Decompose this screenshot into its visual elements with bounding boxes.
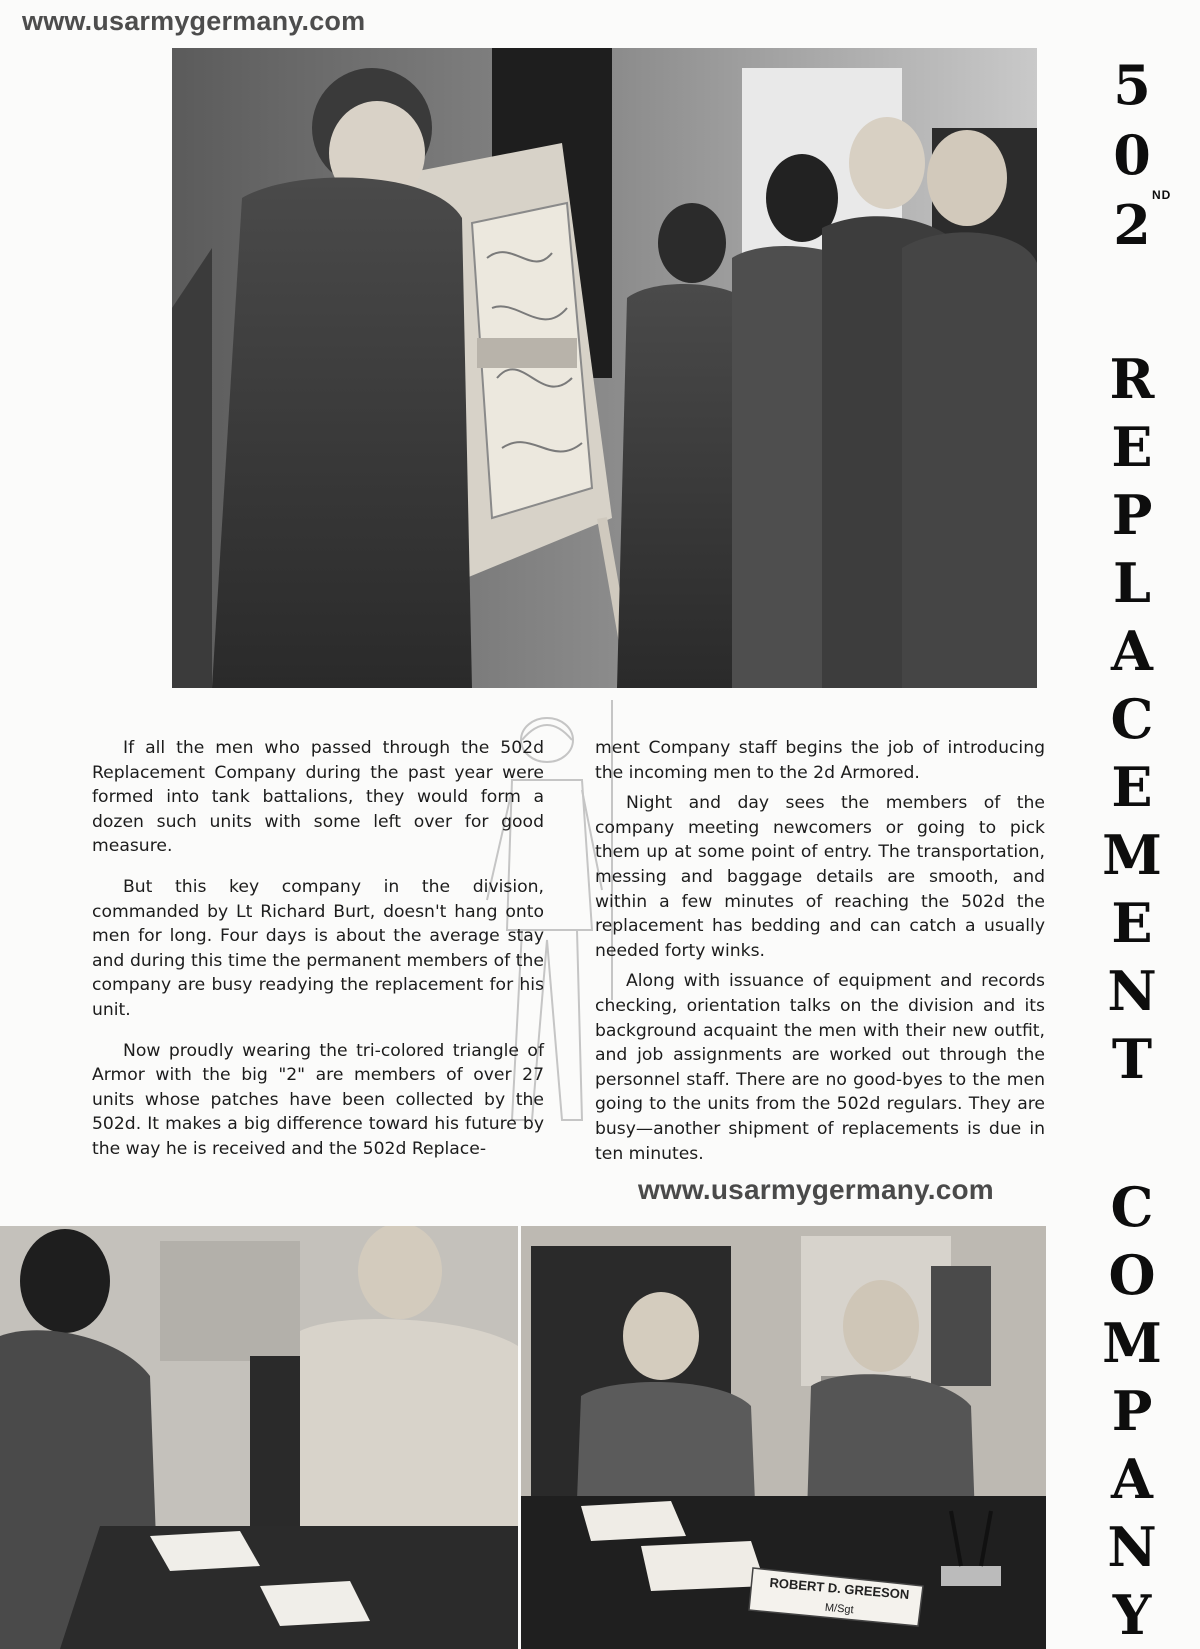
site-url-mid: www.usarmygermany.com	[638, 1174, 994, 1205]
title-letter: N	[1107, 959, 1157, 1023]
nameplate-name: ROBERT D. GREESON	[768, 1574, 910, 1603]
title-letter: L	[1113, 551, 1151, 615]
title-letter: A	[1111, 1447, 1153, 1511]
article-paragraph: Night and day sees the members of the company meeting newcomers or going to pick them up at some point of entry. The transportation, messing and baggage details are smooth, and within a few minutes of reaching the 502d the replacement has bedding and can catch a usually needed forty winks.	[595, 793, 1045, 961]
title-letter: E	[1111, 891, 1153, 955]
title-letter: M	[1102, 1311, 1162, 1375]
photo-map-briefing	[172, 48, 1037, 688]
title-letter: P	[1111, 1379, 1153, 1443]
article-paragraph: If all the men who passed through the 502d Replacement Company during the past year were formed into tank battalions, they would form a dozen such units with some left over for good measure.	[92, 738, 544, 857]
title-letter: P	[1111, 483, 1153, 547]
nameplate-rank: M/Sgt	[824, 1601, 855, 1617]
photo-desk-sergeant-scene	[521, 1226, 1046, 1649]
article-right-column	[595, 736, 1045, 1182]
title-letter: O	[1108, 1243, 1156, 1307]
title-digit: 0	[1113, 123, 1151, 187]
vertical-title	[1092, 40, 1172, 1647]
title-letter: C	[1110, 1175, 1154, 1239]
title-letter: C	[1110, 687, 1154, 751]
site-url-header: www.usarmygermany.com	[22, 6, 366, 36]
photo-handing-documents	[0, 1226, 518, 1649]
photo-handing-documents-scene	[0, 1226, 518, 1649]
article-left-column	[92, 736, 544, 1178]
photo-desk-sergeant	[521, 1226, 1046, 1649]
title-digit: 2	[1113, 193, 1151, 257]
title-letter: E	[1111, 415, 1153, 479]
title-digit: 5	[1113, 53, 1151, 117]
article-paragraph: ment Company staff begins the job of introducing the incoming men to the 2d Armored.	[595, 738, 1045, 783]
title-letter: E	[1111, 755, 1153, 819]
title-letter: T	[1111, 1027, 1153, 1091]
article-paragraph: But this key company in the division, commanded by Lt Richard Burt, doesn't hang onto men for long. Four days is about the average stay and during this time the permanent members of the company are busy readying the replacement for his unit.	[92, 876, 544, 1020]
title-superscript: ND	[1152, 188, 1172, 202]
photo-map-briefing-scene	[172, 48, 1037, 688]
title-letter: A	[1111, 619, 1153, 683]
article-paragraph: Now proudly wearing the tri-colored triangle of Armor with the big "2" are members of over 27 units whose patches have been collected by the 502d. It makes a big difference toward his future by the way he is received and the 502d Replace-	[92, 1040, 544, 1159]
title-letter: M	[1102, 823, 1162, 887]
title-letter: R	[1109, 347, 1155, 411]
title-letter: Y	[1112, 1583, 1152, 1647]
title-letter: N	[1107, 1515, 1157, 1579]
article-paragraph: Along with issuance of equipment and records checking, orientation talks on the division and its background acquaint the men with their new outfit, and job assignments are worked out through the personnel staff. There are no good-byes to the men going to the units from the 502d regulars. They are busy—another shipment of replacements is due in ten minutes.	[595, 971, 1045, 1164]
